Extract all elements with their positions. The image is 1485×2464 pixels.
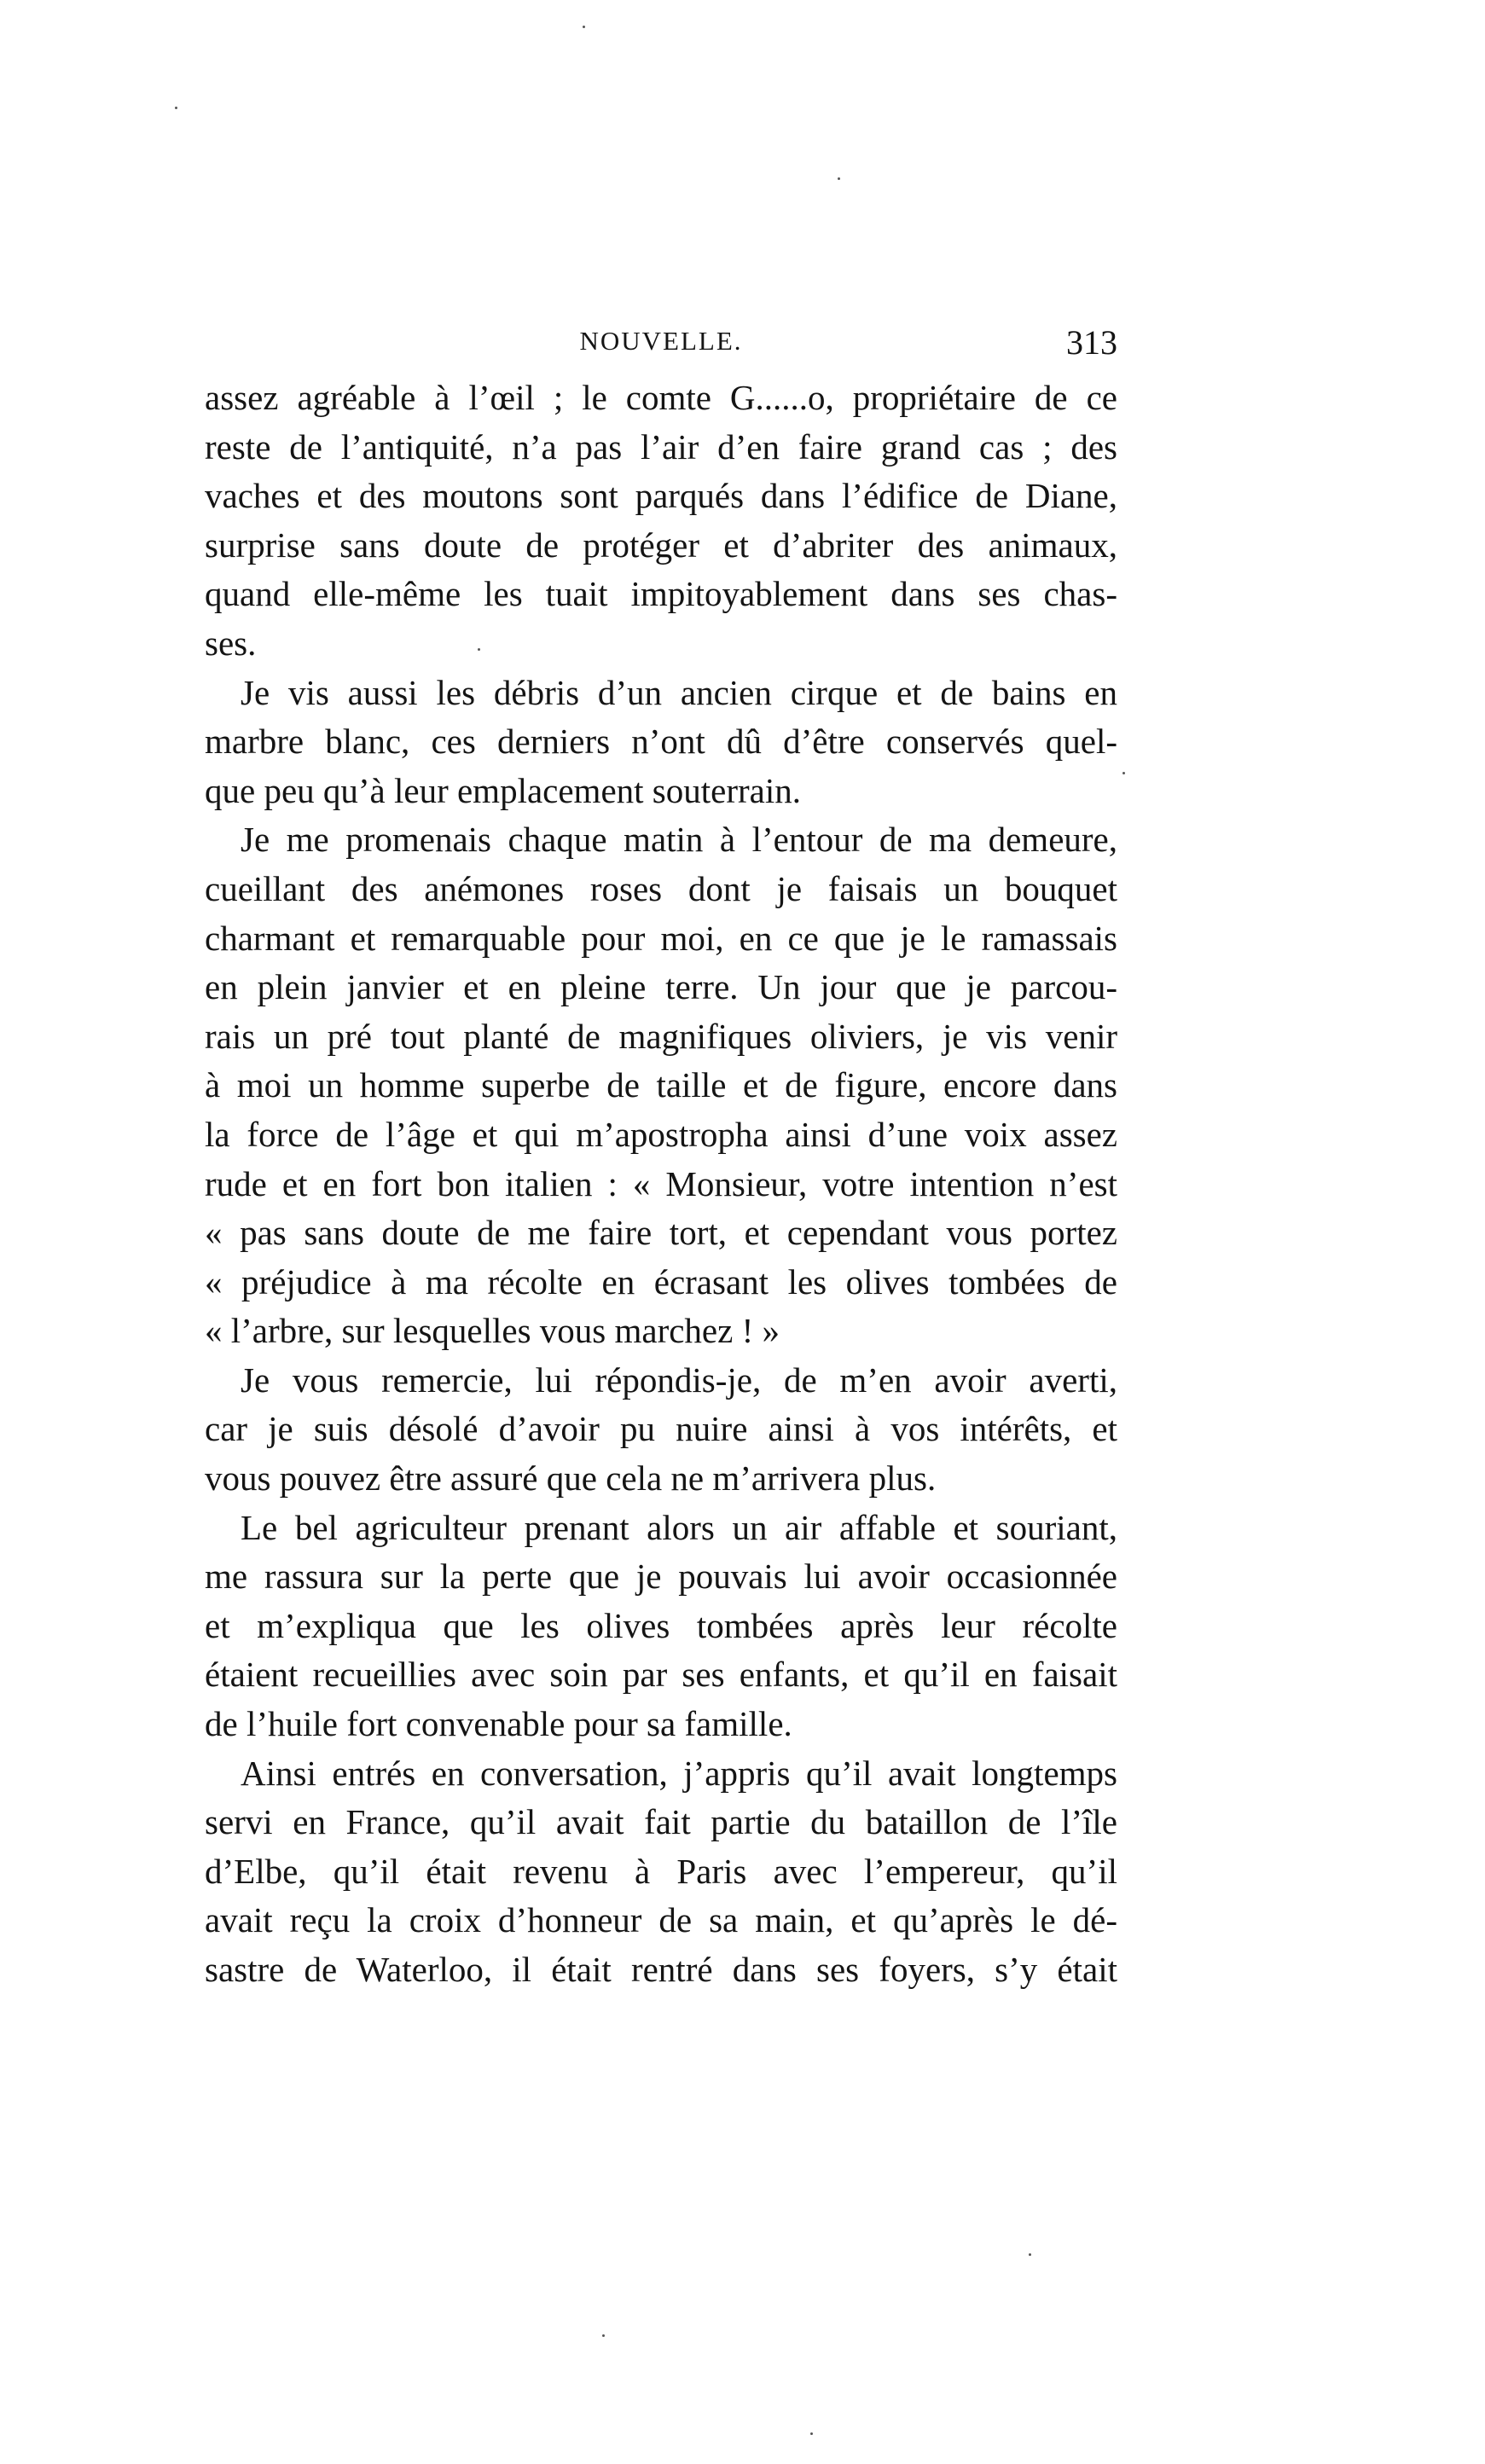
text-line: avait reçu la croix d’honneur de sa main, et qu’après le dé- <box>205 1900 1117 1940</box>
scan-speck <box>810 2432 813 2435</box>
text-line: rais un pré tout planté de magnifiques oliviers, je vis venir <box>205 1016 1117 1056</box>
scan-speck <box>1122 772 1125 774</box>
text-line: Je vis aussi les débris d’un ancien cirque et de bains en <box>241 672 1117 712</box>
text-line: d’Elbe, qu’il était revenu à Paris avec l’empereur, qu’il <box>205 1851 1117 1891</box>
text-line: car je suis désolé d’avoir pu nuire ainsi à vos intérêts, et <box>205 1409 1117 1449</box>
text-line: « l’arbre, sur lesquelles vous marchez ! » <box>205 1311 780 1351</box>
text-line: ses. <box>205 623 257 663</box>
scan-speck <box>602 2334 605 2337</box>
text-line: Je me promenais chaque matin à l’entour de ma demeure, <box>241 820 1117 860</box>
text-line: Le bel agriculteur prenant alors un air affable et souriant, <box>241 1507 1117 1547</box>
body-text <box>205 374 1117 1995</box>
text-line: sastre de Waterloo, il était rentré dans ses foyers, s’y était <box>205 1950 1117 1989</box>
text-line: « pas sans doute de me faire tort, et cependant vous portez <box>205 1213 1117 1253</box>
text-line: Je vous remercie, lui répondis-je, de m’en avoir averti, <box>241 1360 1117 1400</box>
text-line: marbre blanc, ces derniers n’ont dû d’être conservés quel- <box>205 722 1117 762</box>
text-line: reste de l’antiquité, n’a pas l’air d’en faire grand cas ; des <box>205 426 1117 467</box>
text-line: rude et en fort bon italien : « Monsieur, votre intention n’est <box>205 1163 1117 1203</box>
text-line: cueillant des anémones roses dont je faisais un bouquet <box>205 868 1117 908</box>
text-line: à moi un homme superbe de taille et de figure, encore dans <box>205 1065 1117 1105</box>
text-line: servi en France, qu’il avait fait partie du bataillon de l’île <box>205 1802 1117 1842</box>
text-line: surprise sans doute de protéger et d’abriter des animaux, <box>205 525 1117 565</box>
text-line: vous pouvez être assuré que cela ne m’arrivera plus. <box>205 1458 937 1499</box>
running-head <box>205 322 1117 365</box>
text-line: charmant et remarquable pour moi, en ce que je le ramassais <box>205 918 1117 958</box>
running-title: NOUVELLE. <box>579 326 743 356</box>
text-line: de l’huile fort convenable pour sa famille. <box>205 1704 792 1744</box>
text-line: assez agréable à l’œil ; le comte G......o, propriétaire de ce <box>205 378 1117 417</box>
text-line: vaches et des moutons sont parqués dans l’édifice de Diane, <box>205 476 1117 516</box>
scan-speck <box>583 26 585 28</box>
scan-speck <box>175 107 177 109</box>
scan-speck <box>1029 2253 1031 2256</box>
scan-speck <box>838 177 840 180</box>
text-line: et m’expliqua que les olives tombées après leur récolte <box>205 1605 1117 1645</box>
text-line: « préjudice à ma récolte en écrasant les olives tombées de <box>205 1261 1117 1302</box>
text-line: la force de l’âge et qui m’apostropha ainsi d’une voix assez <box>205 1114 1117 1154</box>
page-number: 313 <box>1066 323 1117 362</box>
text-line: que peu qu’à leur emplacement souterrain. <box>205 770 801 810</box>
text-line: quand elle-même les tuait impitoyablement dans ses chas- <box>205 574 1117 614</box>
text-line: Ainsi entrés en conversation, j’appris qu’il avait longtemps <box>241 1753 1117 1793</box>
text-line: étaient recueillies avec soin par ses enfants, et qu’il en faisait <box>205 1655 1117 1695</box>
text-line: me rassura sur la perte que je pouvais lui avoir occasionnée <box>205 1557 1117 1597</box>
scan-speck <box>478 648 480 651</box>
text-line: en plein janvier et en pleine terre. Un jour que je parcou- <box>205 967 1117 1007</box>
